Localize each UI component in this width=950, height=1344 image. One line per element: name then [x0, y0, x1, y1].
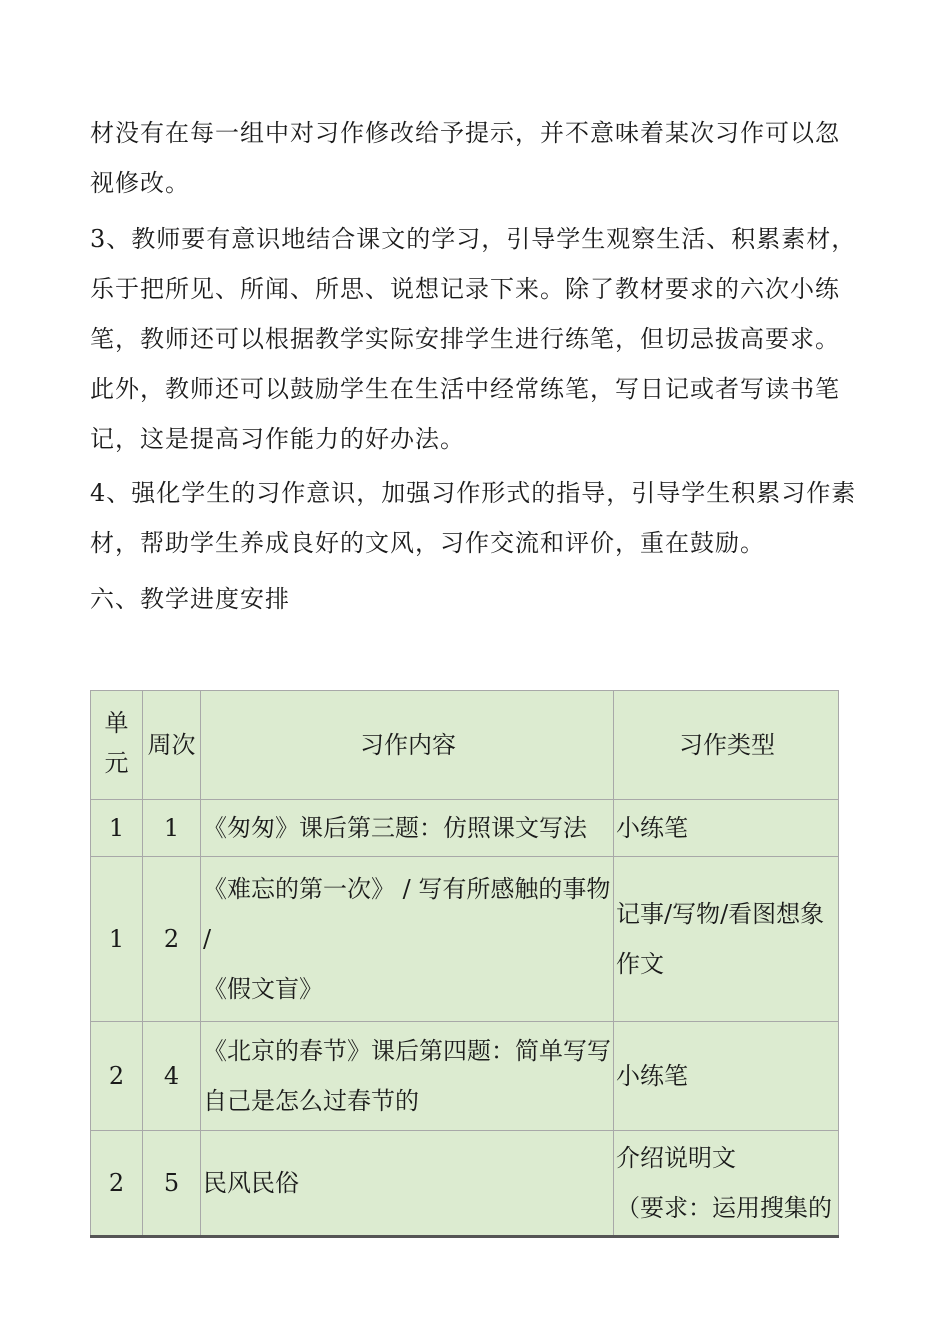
paragraph-point-3: 3、教师要有意识地结合课文的学习，引导学生观察生活、积累素材，乐于把所见、所闻、所思、说想记录下来。除了教材要求的六次小练笔，教师还可以根据教学实际安排学生进行练笔，但切忌拔高要求。此外，教师还可以鼓励学生在生活中经常练笔，写日记或者写读书笔记，这是提高习作能力的好办法。 [90, 225, 857, 453]
section-heading: 六、教学进度安排 [90, 585, 290, 613]
paragraph-continuation: 材没有在每一组中对习作修改给予提示，并不意味着某次习作可以忽视修改。 [90, 119, 840, 197]
header-week: 周次 [143, 691, 201, 800]
schedule-table [90, 690, 839, 1238]
cell-content [201, 857, 614, 1022]
cell-type [614, 1131, 839, 1237]
cell-week: 2 [143, 857, 201, 1022]
cell-unit: 1 [91, 800, 143, 857]
cell-type-line: （要求：运用搜集的 [616, 1194, 832, 1222]
cell-week: 5 [143, 1131, 201, 1237]
table-row [91, 857, 839, 1022]
cell-week: 1 [143, 800, 201, 857]
cell-content: 《匆匆》课后第三题：仿照课文写法 [201, 800, 614, 857]
cell-type-line: 介绍说明文 [616, 1144, 736, 1172]
table-row [91, 800, 839, 857]
table-row [91, 1131, 839, 1237]
cell-type: 记事/写物/看图想象作文 [614, 857, 839, 1022]
cell-unit: 2 [91, 1022, 143, 1131]
cell-unit: 1 [91, 857, 143, 1022]
paragraph-point-4: 4、强化学生的习作意识，加强习作形式的指导，引导学生积累习作素材，帮助学生养成良好的文风，习作交流和评价，重在鼓励。 [90, 479, 857, 557]
cell-week: 4 [143, 1022, 201, 1131]
header-content: 习作内容 [201, 691, 614, 800]
cell-type: 小练笔 [614, 800, 839, 857]
cell-content: 民风民俗 [201, 1131, 614, 1237]
cell-type: 小练笔 [614, 1022, 839, 1131]
table-row [91, 1022, 839, 1131]
table-header-row [91, 691, 839, 800]
cell-content-line: 《难忘的第一次》 / 写有所感触的事物 / [203, 875, 611, 953]
header-unit: 单元 [91, 691, 143, 800]
cell-unit: 2 [91, 1131, 143, 1237]
header-type: 习作类型 [614, 691, 839, 800]
cell-content-line: 《假文盲》 [203, 975, 323, 1003]
cell-content: 《北京的春节》课后第四题：简单写写自己是怎么过春节的 [201, 1022, 614, 1131]
